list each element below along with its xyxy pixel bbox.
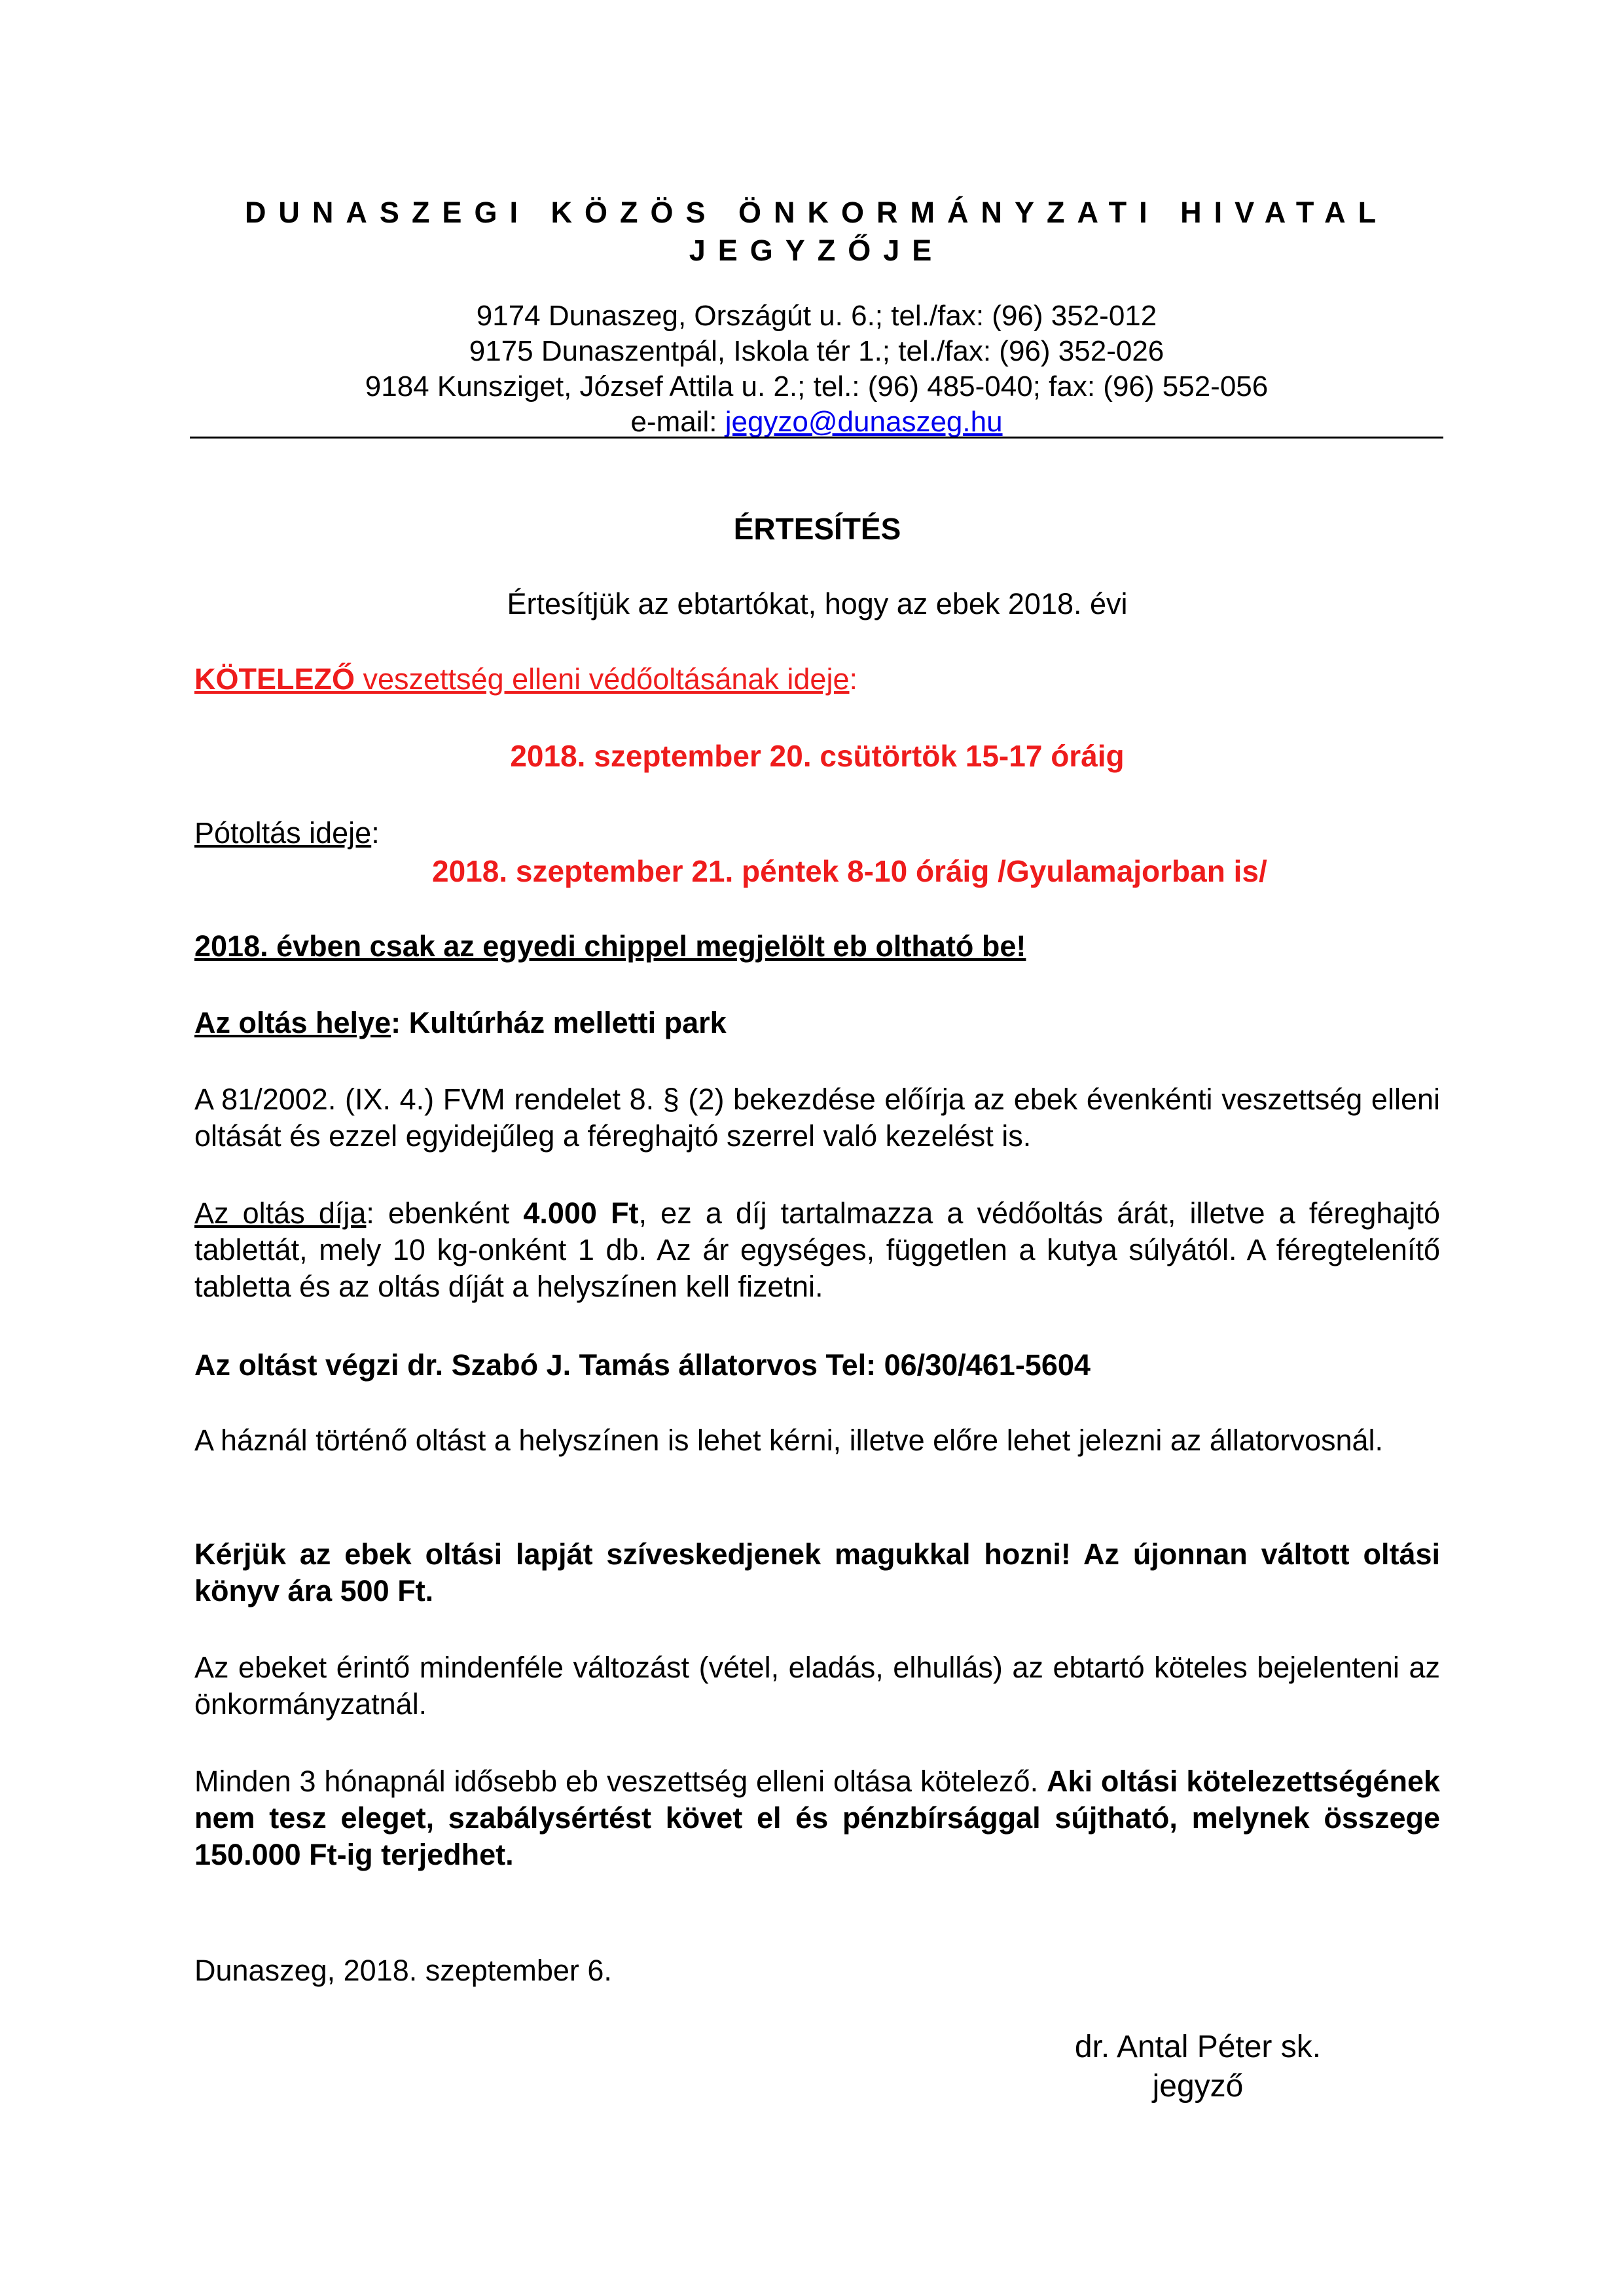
bring-card-paragraph: Kérjük az ebek oltási lapját szíveskedjenek magukkal hozni! Az újonnan váltott oltási könyv ára 500 Ft.: [194, 1537, 1440, 1607]
fee-paragraph: [194, 1195, 1440, 1305]
obligation-text: Minden 3 hónapnál idősebb eb veszettség elleni oltása kötelező.: [194, 1765, 1047, 1798]
email-line: [190, 404, 1443, 440]
signatory-name: dr. Antal Péter sk.: [1074, 2030, 1322, 2064]
fee-prefix: : ebenként: [366, 1196, 524, 1230]
fee-amount: 4.000 Ft: [523, 1196, 639, 1230]
fee-label: Az oltás díja: [194, 1196, 367, 1230]
location-value: : Kultúrház melletti park: [391, 1006, 727, 1039]
makeup-date: 2018. szeptember 21. péntek 8-10 óráig /Gyulamajorban is/: [432, 854, 1267, 888]
header-divider: [190, 437, 1443, 439]
mandatory-text: veszettség elleni védőoltásának ideje: [355, 662, 850, 696]
makeup-label: Pótoltás ideje: [194, 816, 372, 850]
penalty-text: Aki oltási kötelezettségének nem tesz eleget, szabálysértést követ el és pénzbírsággal sújtható, melynek összege 150.000 Ft-ig terjedhet.: [194, 1765, 1440, 1871]
address-kunsziget: 9184 Kunsziget, József Attila u. 2.; tel.: (96) 485-040; fax: (96) 552-056: [365, 370, 1269, 403]
mandatory-word: KÖTELEZŐ: [194, 662, 355, 696]
organization-name: DUNASZEGI KÖZÖS ÖNKORMÁNYZATI HIVATAL: [244, 196, 1389, 229]
fee-details: , ez a díj tartalmazza a védőoltás árát, illetve a féreghajtó tablettát, mely 10 kg-onként 1 db. Az ár egységes, független a kutya súlyától. A féregtelenítő tabletta és az oltás díját a helyszínen kell fizetni.: [194, 1196, 1440, 1303]
notice-title: ÉRTESÍTÉS: [733, 512, 901, 546]
intro-text: Értesítjük az ebtartókat, hogy az ebek 2018. évi: [507, 587, 1128, 620]
email-link[interactable]: jegyzo@dunaszeg.hu: [725, 406, 1003, 438]
address-dunaszeg: 9174 Dunaszeg, Országút u. 6.; tel./fax: (96) 352-012: [476, 300, 1157, 332]
location-label: Az oltás helye: [194, 1006, 391, 1039]
chip-notice: 2018. évben csak az egyedi chippel megjelölt eb oltható be!: [194, 929, 1026, 963]
obligation-paragraph: [194, 1763, 1440, 1873]
veterinarian-line: Az oltást végzi dr. Szabó J. Tamás állatorvos Tel: 06/30/461-5604: [194, 1348, 1091, 1382]
letterhead: [190, 194, 1443, 440]
place-and-date: Dunaszeg, 2018. szeptember 6.: [194, 1954, 612, 1987]
changes-paragraph: Az ebeket érintő mindenféle változást (vétel, eladás, elhullás) az ebtartó köteles bejelenteni az önkormányzatnál.: [194, 1651, 1440, 1721]
makeup-colon: :: [371, 816, 380, 850]
makeup-label-line: [194, 815, 1440, 852]
organization-subtitle: JEGYZŐJE: [689, 234, 945, 267]
address-dunaszentpal: 9175 Dunaszentpál, Iskola tér 1.; tel./fax: (96) 352-026: [469, 335, 1164, 367]
signatory-title: jegyző: [1152, 2069, 1244, 2104]
regulation-paragraph: A 81/2002. (IX. 4.) FVM rendelet 8. § (2) bekezdése előírja az ebek évenkénti veszettség elleni oltását és ezzel egyidejűleg a féreghajtó szerrel való kezelést is.: [194, 1083, 1440, 1153]
location-line: [194, 1005, 1440, 1041]
mandatory-line: [194, 661, 1440, 698]
mandatory-colon: :: [849, 662, 858, 696]
home-vaccination-paragraph: A háznál történő oltást a helyszínen is lehet kérni, illetve előre lehet jelezni az állatorvosnál.: [194, 1424, 1384, 1457]
main-vaccination-date: 2018. szeptember 20. csütörtök 15-17 óráig: [510, 739, 1125, 773]
email-label: e-mail:: [630, 406, 725, 438]
